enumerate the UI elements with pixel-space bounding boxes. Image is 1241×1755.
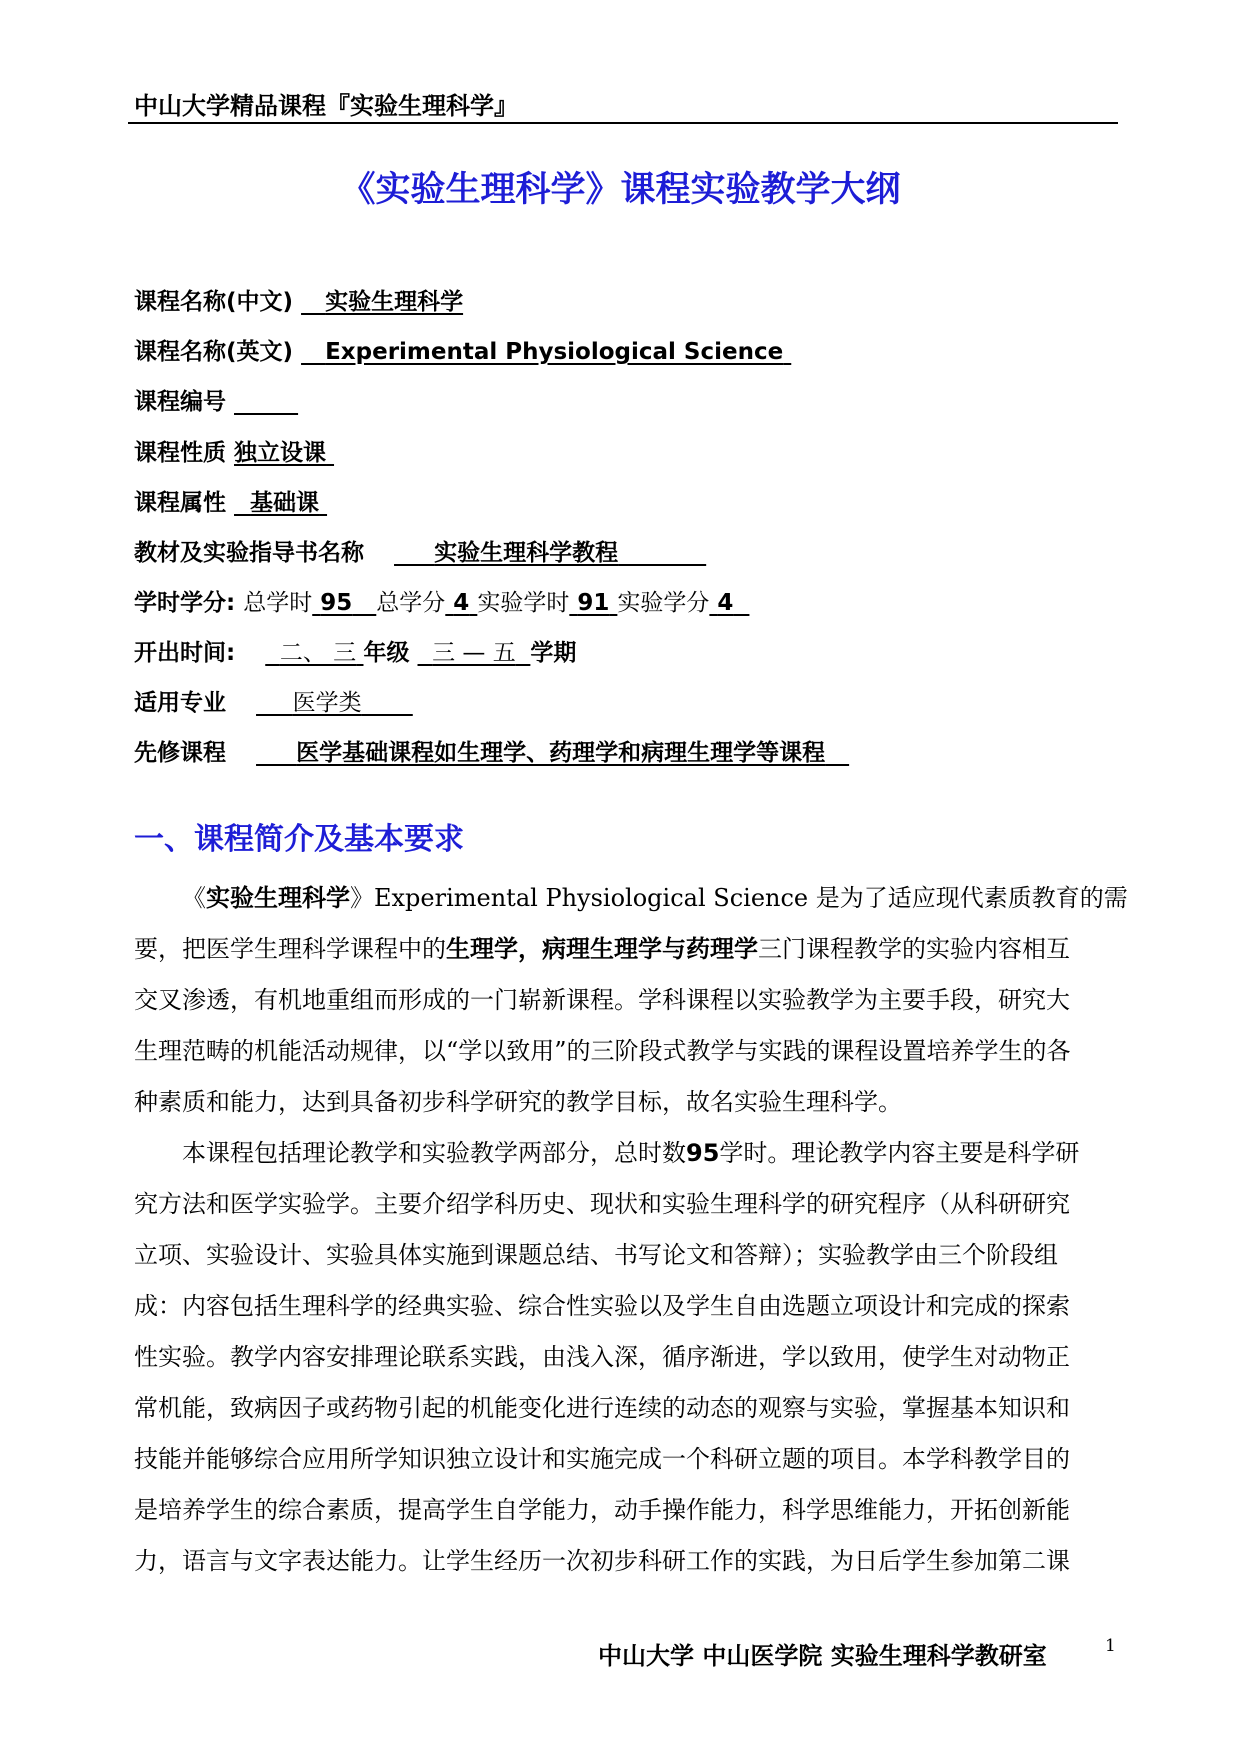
text-line: 力，语言与文字表达能力。让学生经历一次初步科研工作的实践，为日后学生参加第二课: [134, 1547, 1070, 1575]
course-name-cn-label: 课程名称(中文): [134, 289, 294, 315]
offered-time-row: [134, 634, 576, 667]
applicable-major-label: 适用专业: [134, 690, 226, 716]
textbook-row: [134, 534, 706, 567]
applicable-major-row: [134, 684, 413, 717]
text-line: 性实验。教学内容安排理论联系实践，由浅入深，循序渐进，学以致用，使学生对动物正: [134, 1343, 1070, 1371]
lab-credits-label: 实验学分: [617, 590, 710, 616]
textbook-value: 实验生理科学教程: [434, 540, 619, 566]
total-hours-value: 95: [320, 590, 353, 616]
running-header: 中山大学精品课程『实验生理科学』: [134, 92, 518, 120]
course-attribute-row: [134, 484, 327, 517]
course-attribute-value: 基础课: [250, 490, 320, 516]
text-line: 立项、实验设计、实验具体实施到课题总结、书写论文和答辩）；实验教学由三个阶段组: [134, 1241, 1058, 1269]
grade-label: 年级: [363, 640, 410, 666]
course-code-row: [134, 383, 298, 416]
text-line: 要，把医学生理科学课程中的生理学，病理生理学与药理学三门课程教学的实验内容相互: [134, 935, 1070, 963]
text-line: 《实验生理科学》Experimental Physiological Science 是为了适应现代素质教育的需: [182, 884, 1128, 912]
section-heading: 一、课程简介及基本要求: [134, 822, 464, 857]
intro-paragraph: [134, 873, 1128, 1128]
course-nature-row: [134, 434, 334, 467]
course-attribute-label: 课程属性: [134, 490, 226, 516]
text-line: 生理范畴的机能活动规律，以“学以致用”的三阶段式教学与实践的课程设置培养学生的各: [134, 1037, 1071, 1065]
prerequisite-row: [134, 734, 849, 767]
course-content-paragraph: [134, 1128, 1116, 1587]
course-name-en-value: Experimental Physiological Science: [325, 339, 784, 365]
course-name-cn-value: 实验生理科学: [325, 289, 464, 315]
text-line: 技能并能够综合应用所学知识独立设计和实施完成一个科研立题的项目。本学科教学目的: [134, 1445, 1070, 1473]
total-credits-value: 4: [453, 590, 470, 616]
prerequisite-label: 先修课程: [134, 740, 226, 766]
offered-time-label: 开出时间:: [134, 640, 236, 666]
course-name-en-row: [134, 333, 791, 366]
hours-credits-label: 学时学分:: [134, 590, 236, 616]
header-divider: [128, 122, 1118, 124]
text-line: 成：内容包括生理科学的经典实验、综合性实验以及学生自由选题立项设计和完成的探索: [134, 1292, 1070, 1320]
offered-terms-value: 三 — 五: [432, 640, 516, 666]
footer-department: 中山大学 中山医学院 实验生理科学教研室: [598, 1642, 1047, 1670]
lab-credits-value: 4: [717, 590, 734, 616]
lab-hours-label: 实验学时: [477, 590, 570, 616]
hours-credits-row: [134, 584, 749, 617]
course-nature-label: 课程性质: [134, 440, 226, 466]
total-hours-label: 总学时: [243, 590, 313, 616]
document-title: 《实验生理科学》课程实验教学大纲: [340, 169, 901, 210]
text-line: 种素质和能力，达到具备初步科学研究的教学目标，故名实验生理科学。: [134, 1088, 902, 1116]
text-line: 是培养学生的综合素质，提高学生自学能力，动手操作能力，科学思维能力，开拓创新能: [134, 1496, 1070, 1524]
course-name-cn-row: [134, 283, 463, 316]
total-credits-label: 总学分: [376, 590, 446, 616]
text-line: 常机能，致病因子或药物引起的机能变化进行连续的动态的观察与实验，掌握基本知识和: [134, 1394, 1070, 1422]
prerequisite-value: 医学基础课程如生理学、药理学和病理生理学等课程: [296, 740, 826, 766]
lab-hours-value: 91: [577, 590, 610, 616]
text-line: 究方法和医学实验学。主要介绍学科历史、现状和实验生理科学的研究程序（从科研研究: [134, 1190, 1070, 1218]
course-code-label: 课程编号: [134, 389, 226, 415]
page-number: 1: [1105, 1636, 1116, 1656]
text-line: 交叉渗透，有机地重组而形成的一门崭新课程。学科课程以实验教学为主要手段，研究大: [134, 986, 1070, 1014]
course-name-en-label: 课程名称(英文): [134, 339, 294, 365]
course-code-blank: [234, 389, 298, 415]
textbook-label: 教材及实验指导书名称: [134, 540, 364, 566]
course-nature-value: 独立设课: [234, 440, 327, 466]
applicable-major-value: 医学类: [292, 690, 362, 716]
offered-grades-value: 二、 三: [279, 640, 357, 666]
term-label: 学期: [530, 640, 577, 666]
text-line: 本课程包括理论教学和实验教学两部分，总时数95学时。理论教学内容主要是科学研: [182, 1139, 1080, 1167]
